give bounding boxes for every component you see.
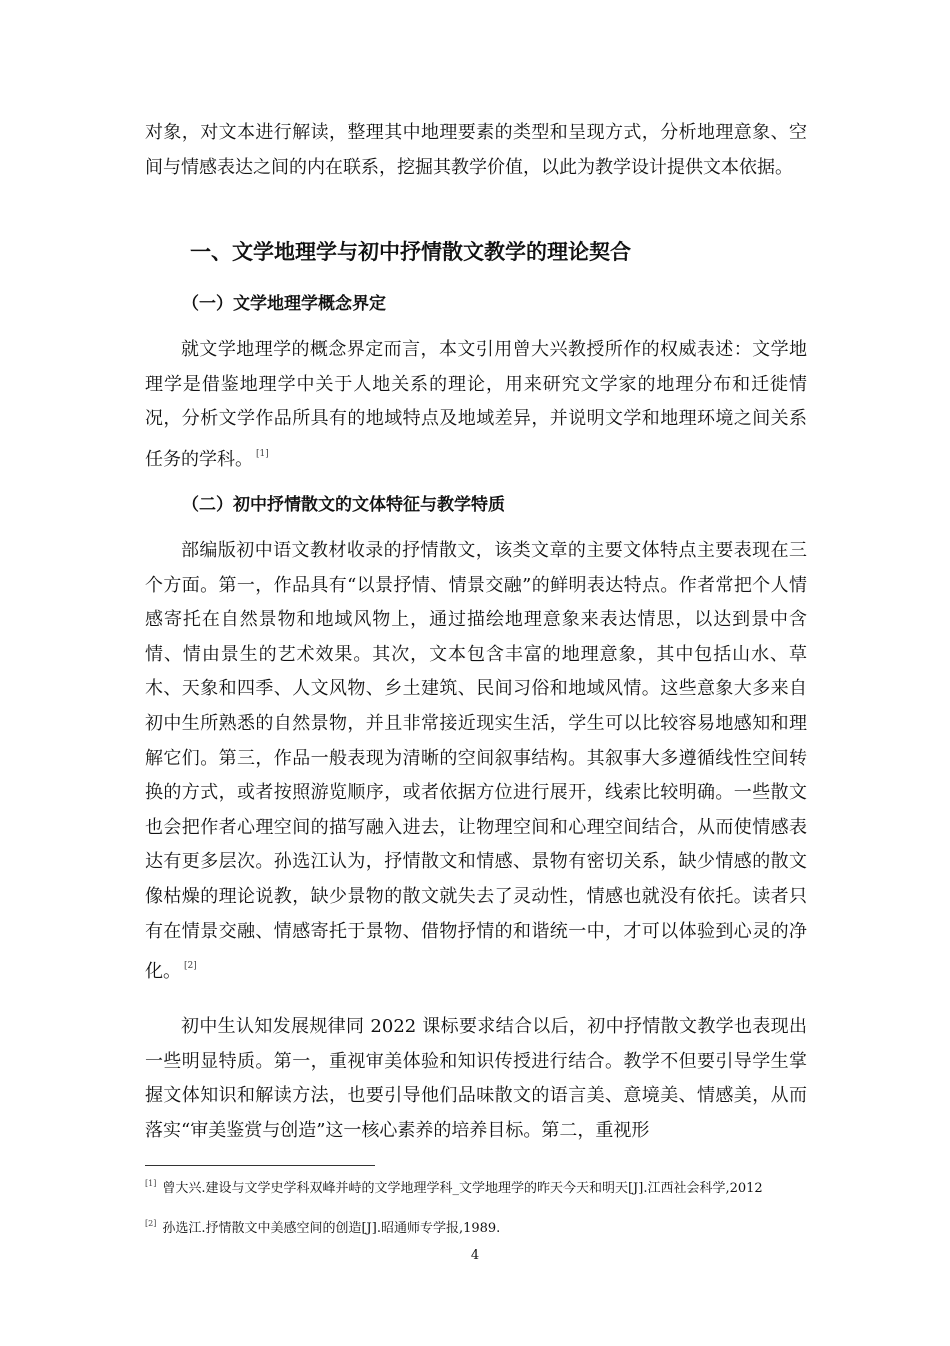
footnote-1-text: 曾大兴.建设与文学史学科双峰并峙的文学地理学科_文学地理学的昨天今天和明天[J].江西社会科学,2012: [162, 1181, 763, 1196]
footnote-1: [145, 1174, 807, 1199]
footnote-separator: [145, 1165, 375, 1166]
footnote-1-marker: [1]: [145, 1179, 157, 1188]
paragraph-definition: [145, 333, 807, 477]
footnote-2: [145, 1214, 807, 1239]
paragraph-genre-features: [145, 534, 807, 990]
page-number: 4: [470, 1248, 480, 1263]
paragraph-genre-features-text: 部编版初中语文教材收录的抒情散文，该类文章的主要文体特点主要表现在三个方面。第一，作品具有“以景抒情、情景交融”的鲜明表达特点。作者常把个人情感寄托在自然景物和地域风物上，通过描绘地理意象来表达情思，以达到景中含情、情由景生的艺术效果。其次，文本包含丰富的地理意象，其中包括山水、草木、天象和四季、人文风物、乡土建筑、民间习俗和地域风情。这些意象大多来自初中生所熟悉的自然景物，并且非常接近现实生活，学生可以比较容易地感知和理解它们。第三，作品一般表现为清晰的空间叙事结构。其叙事大多遵循线性空间转换的方式，或者按照游览顺序，或者依据方位进行展开，线索比较明确。一些散文也会把作者心理空间的描写融入进去，让物理空间和心理空间结合，从而使情感表达有更多层次。孙选江认为，抒情散文和情感、景物有密切关系，缺少情感的散文像枯燥的理论说教，缺少景物的散文就失去了灵动性，情感也就没有依托。读者只有在情景交融、情感寄托于景物、借物抒情的和谐统一中，才可以体验到心灵的净化。: [145, 540, 807, 983]
section-heading-1: 一、文学地理学与初中抒情散文教学的理论契合: [190, 240, 631, 264]
footnote-2-marker: [2]: [145, 1219, 157, 1228]
paragraph-definition-text: 就文学地理学的概念界定而言，本文引用曾大兴教授所作的权威表述：文学地理学是借鉴地理学中关于人地关系的理论，用来研究文学家的地理分布和迁徙情况，分析文学作品所具有的地域特点及地域差异，并说明文学和地理环境之间关系任务的学科。: [145, 339, 807, 470]
footnote-2-text: 孙选江.抒情散文中美感空间的创造[J].昭通师专学报,1989.: [162, 1221, 501, 1236]
citation-marker-2: [2]: [184, 961, 197, 972]
paragraph-intro-continuation: 对象，对文本进行解读，整理其中地理要素的类型和呈现方式，分析地理意象、空间与情感表达之间的内在联系，挖掘其教学价值，以此为教学设计提供文本依据。: [145, 122, 807, 178]
subsection-heading-1: （一）文学地理学概念界定: [182, 294, 386, 314]
citation-marker-1: [1]: [256, 448, 269, 459]
paragraph-teaching-traits: 初中生认知发展规律同 2022 课标要求结合以后，初中抒情散文教学也表现出一些明显特质。第一，重视审美体验和知识传授进行结合。教学不但要引导学生掌握文体知识和解读方法，也要引导他们品味散文的语言美、意境美、情感美，从而落实“审美鉴赏与创造”这一核心素养的培养目标。第二，重视形: [145, 1016, 807, 1141]
subsection-heading-2: （二）初中抒情散文的文体特征与教学特质: [182, 495, 505, 515]
